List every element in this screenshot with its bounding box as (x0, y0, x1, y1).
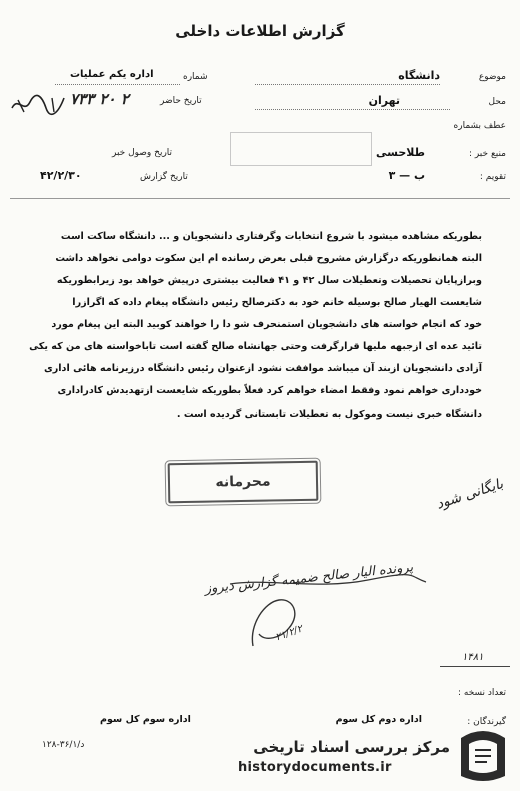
recipient-1: اداره دوم کل سوم (335, 714, 422, 725)
number-line (55, 84, 180, 85)
subject-label: موضوع (478, 72, 506, 82)
document-code: ۱۲۸-۳۶/۱/د (42, 740, 85, 750)
copies-count-label: تعداد نسخه : (457, 688, 506, 698)
header-divider (10, 198, 510, 199)
body-line-1: بطوریکه مشاهده میشود با شروع انتخابات وگرفتاری دانشجویان و ... دانشگاه ساکت است (60, 231, 482, 242)
file-note-handwritten: پرونده الیار صالح ضمیمه گزارش دیروز (203, 560, 414, 597)
date-note-underline (440, 666, 510, 667)
signature-underline-icon (228, 572, 428, 592)
receipt-date-label: تاریخ وصول خبر (112, 148, 173, 158)
archive-note-handwritten: بایگانی شود (434, 476, 505, 513)
registry-box (230, 132, 372, 166)
place-label: محل (488, 97, 506, 107)
calendar-label: تقویم : (479, 172, 506, 182)
handwritten-scribble-icon (8, 92, 68, 118)
watermark-name: مرکز بررسی اسناد تاریخی (253, 738, 450, 756)
place-line (255, 109, 450, 110)
document-title: گزارش اطلاعات داخلی (175, 22, 345, 40)
date-note-handwritten: ۱۴۸۱ (462, 652, 484, 663)
subject-value: دانشگاه (398, 69, 440, 82)
recipients-label: گیرندگان : (467, 717, 506, 727)
report-date-label: تاریخ گزارش (140, 172, 188, 182)
initials-handwritten: ۲۱/۲/۲ (273, 623, 305, 644)
body-line-8: خودداری خواهم نمود وفقط امضاء خواهم کرد فعلاً بطوریکه شایعست ازتهدیدش کادراداری (57, 385, 482, 396)
body-line-9: دانشگاه خبری نیست وموکول به تعطیلات تابستانی گردیده است . (176, 409, 482, 420)
body-line-5: خود که انجام خواسته های دانشجویان استمنحرف شو دا را خواهند کوبید البته این پیغام مورد (51, 319, 482, 330)
body-line-6: تائید عده ای ازجبهه ملیها قرارگرفت وحتی جهانشاه صالح گفته است تاباخواسته های من که یکی (29, 341, 482, 352)
confidential-stamp: محرمانه (168, 461, 319, 504)
body-line-7: آزادی دانشجویان ازبند آن میباشد موافقت نشود ازعنوان رئیس دانشگاه درزیرنامه هائی اداری (43, 363, 482, 374)
present-date-value: ۷۳۳ ۲۰ ۲ (70, 90, 129, 108)
number-label: شماره (183, 72, 208, 82)
news-source-value: طلاحسی (376, 146, 425, 159)
body-line-4: شایعست الهیار صالح بوسیله خانم خود به دکترصالح رئیس دانشگاه پیغام داده که اگرازرا (72, 297, 482, 308)
number-value: اداره یکم عملیات (70, 69, 154, 80)
report-date-value: ۴۲/۲/۳۰ (40, 169, 82, 182)
subject-line (255, 84, 440, 85)
signature-loop-icon (245, 594, 315, 652)
present-date-label: تاریخ حاضر (160, 96, 202, 106)
archive-logo-icon (455, 722, 511, 786)
body-line-2: البته همانطوریکه درگزارش مشروح قبلی بعرض رسانده ام این سکوت دوامی نخواهد داشت (55, 253, 482, 264)
calendar-value: ب — ۳ (388, 169, 425, 182)
place-value: تهران (368, 94, 400, 107)
news-source-label: منبع خبر : (468, 149, 506, 159)
reference-label: عطف بشماره (453, 121, 506, 131)
watermark-url: historydocuments.ir (238, 760, 392, 775)
body-line-3: وبرازپایان تحصیلات وتعطیلات سال ۴۲ و ۴۱ فعالیت بیشتری درپیش خواهد بود زیرابطوریکه (56, 275, 482, 286)
recipient-2: اداره سوم کل سوم (100, 714, 191, 725)
